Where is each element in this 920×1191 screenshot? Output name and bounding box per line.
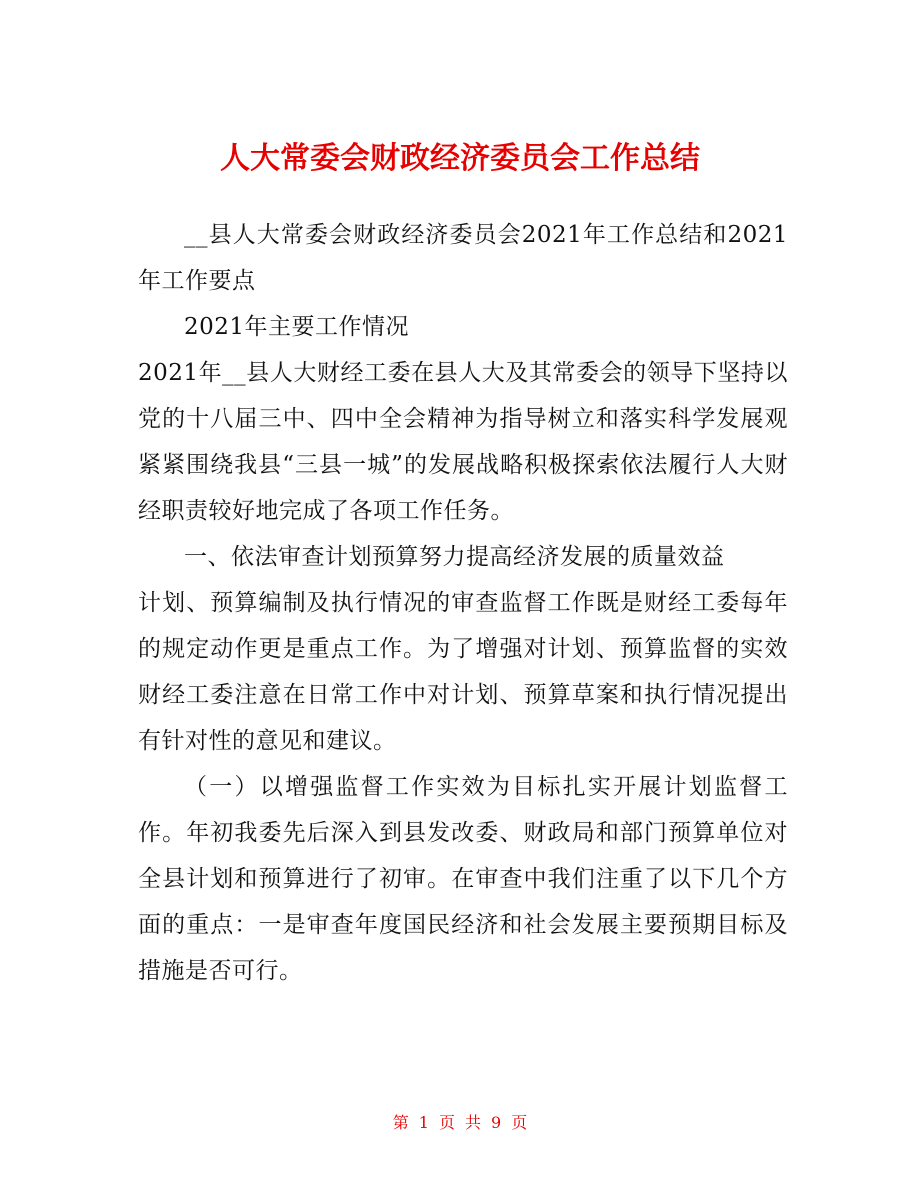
footer-total-pages: 9 [491, 1113, 502, 1132]
paragraph-budget-review: 计划、预算编制及执行情况的审查监督工作既是财经工委每年的规定动作更是重点工作。为了增强对计划、预算监督的实效财经工委注意在日常工作中对计划、预算草案和执行情况提出有针对性的意见和建议。 [138, 590, 788, 754]
page-title: 人大常委会财政经济委员会工作总结 [220, 141, 700, 177]
footer-current-page: 1 [418, 1113, 429, 1132]
page-footer [0, 1110, 920, 1133]
paragraph-subtitle: __县人大常委会财政经济委员会2021年工作总结和2021年工作要点 [138, 222, 788, 294]
document-body [138, 212, 788, 994]
paragraph-plan-supervision: （一）以增强监督工作实效为目标扎实开展计划监督工作。年初我委先后深入到县发改委、财政局和部门预算单位对全县计划和预算进行了初审。在审查中我们注重了以下几个方面的重点：一是审查年度国民经济和社会发展主要预期目标及措施是否可行。 [138, 774, 788, 984]
paragraph-section-heading: 2021年主要工作情况 [184, 314, 410, 340]
paragraph-summary: 2021年__县人大财经工委在县人大及其常委会的领导下坚持以党的十八届三中、四中全会精神为指导树立和落实科学发展观紧紧围绕我县“三县一城”的发展战略积极探索依法履行人大财经职责较好地完成了各项工作任务。 [138, 360, 788, 524]
paragraph-heading-one: 一、依法审查计划预算努力提高经济发展的质量效益 [184, 544, 725, 570]
footer-label-ye: 页 [438, 1113, 455, 1132]
footer-label-ye2: 页 [511, 1113, 528, 1132]
footer-label-total: 共 [465, 1113, 482, 1132]
footer-label-page: 第 [392, 1113, 409, 1132]
